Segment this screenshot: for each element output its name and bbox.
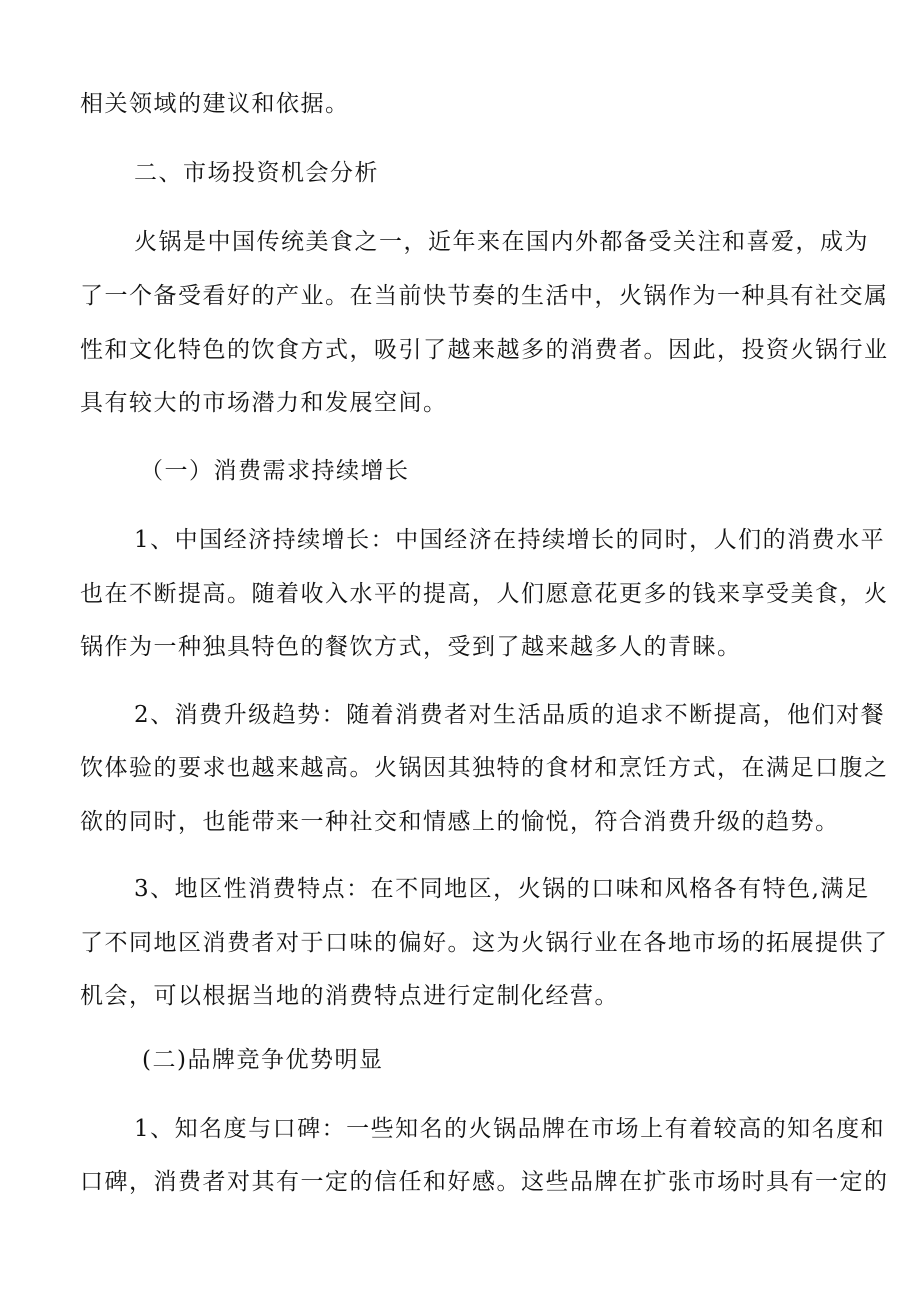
paragraph-line: 2、消费升级趋势：随着消费者对生活品质的追求不断提高，他们对餐: [134, 702, 886, 728]
paragraph-line: 了不同地区消费者对于口味的偏好。这为火锅行业在各地市场的拓展提供了: [80, 930, 889, 956]
paragraph-line: 火锅是中国传统美食之一，近年来在国内外都备受关注和喜爱，成为: [134, 229, 869, 255]
paragraph-line: 1、中国经济持续增长：中国经济在持续增长的同时，人们的消费水平: [134, 527, 886, 553]
paragraph-line: 也在不断提高。随着收入水平的提高，人们愿意花更多的钱来享受美食，火: [80, 581, 889, 607]
paragraph-line: 机会，可以根据当地的消费特点进行定制化经营。: [80, 983, 619, 1009]
paragraph-line: 口碑，消费者对其有一定的信任和好感。这些品牌在扩张市场时具有一定的: [80, 1169, 889, 1195]
subheading-consumer-demand: （一）消费需求持续增长: [140, 458, 410, 484]
paragraph-line: 饮体验的要求也越来越高。火锅因其独特的食材和烹饪方式，在满足口腹之: [80, 755, 889, 781]
subheading-brand-advantage: (二)品牌竞争优势明显: [142, 1047, 384, 1073]
section-heading: 二、市场投资机会分析: [134, 160, 379, 186]
paragraph-line: 3、地区性消费特点：在不同地区，火锅的口味和风格各有特色,满足: [134, 876, 870, 902]
paragraph-line: 性和文化特色的饮食方式，吸引了越来越多的消费者。因此，投资火锅行业: [80, 337, 889, 363]
paragraph-line: 了一个备受看好的产业。在当前快节奏的生活中，火锅作为一种具有社交属: [80, 283, 889, 309]
paragraph-line: 欲的同时，也能带来一种社交和情感上的愉悦，符合消费升级的趋势。: [80, 809, 840, 835]
paragraph-line: 锅作为一种独具特色的餐饮方式，受到了越来越多人的青睐。: [80, 634, 742, 660]
paragraph-line: 具有较大的市场潜力和发展空间。: [80, 390, 448, 416]
paragraph-line: 1、知名度与口碑：一些知名的火锅品牌在市场上有着较高的知名度和: [134, 1116, 886, 1142]
continuation-line: 相关领域的建议和依据。: [80, 91, 350, 117]
